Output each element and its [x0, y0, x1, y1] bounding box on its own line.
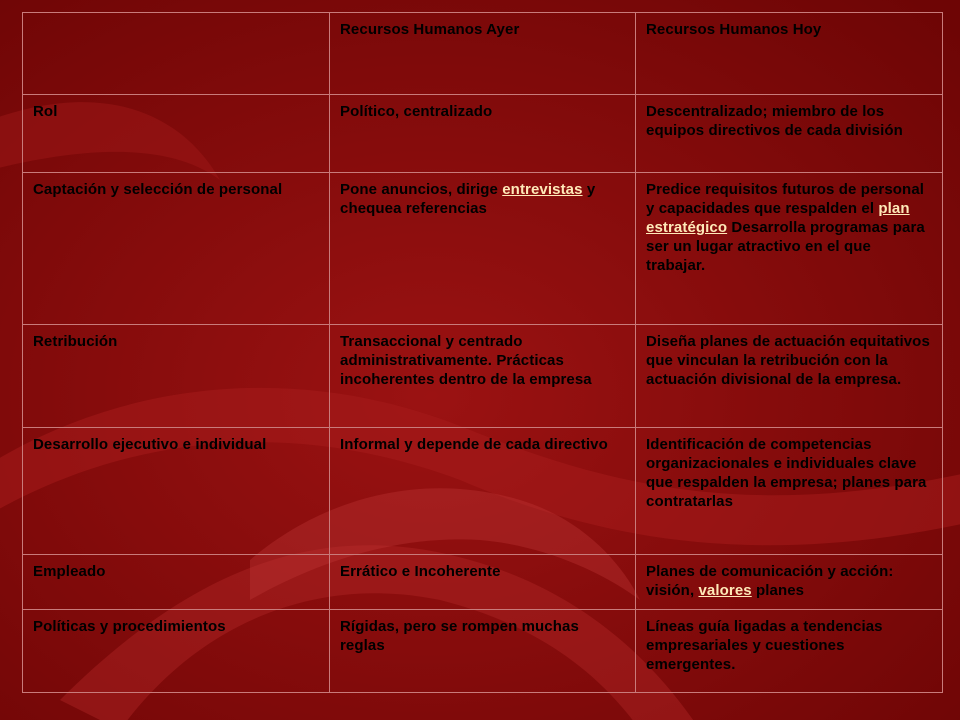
- row-label: Retribución: [23, 325, 330, 428]
- row-label: Políticas y procedimientos: [23, 610, 330, 693]
- cell-hoy: Descentralizado; miembro de los equipos directivos de cada división: [636, 95, 943, 173]
- header-cell-ayer: Recursos Humanos Ayer: [330, 13, 636, 95]
- cell-text: Pone anuncios, dirige: [340, 181, 503, 198]
- plan-estrategico-link[interactable]: plan estratégico: [646, 200, 910, 236]
- row-label: Captación y selección de personal: [23, 173, 330, 325]
- cell-ayer: [330, 173, 636, 325]
- cell-ayer: Errático e Incoherente: [330, 555, 636, 610]
- row-label: Desarrollo ejecutivo e individual: [23, 428, 330, 555]
- cell-ayer: Informal y depende de cada directivo: [330, 428, 636, 555]
- entrevistas-link[interactable]: entrevistas: [502, 181, 583, 198]
- table-row: [23, 428, 943, 555]
- cell-ayer: Político, centralizado: [330, 95, 636, 173]
- cell-hoy: Identificación de competencias organizacionales e individuales clave que respalden la empresa; planes para contratarlas: [636, 428, 943, 555]
- cell-text: y chequea referencias: [340, 181, 596, 217]
- cell-text: planes: [751, 582, 805, 599]
- table-row: [23, 95, 943, 173]
- cell-text: Predice requisitos futuros de personal y capacidades que respalden el: [646, 181, 925, 217]
- table-row: [23, 555, 943, 610]
- row-label: Empleado: [23, 555, 330, 610]
- comparison-table: [22, 12, 943, 693]
- table-row: [23, 610, 943, 693]
- cell-hoy: [636, 555, 943, 610]
- table-row: [23, 173, 943, 325]
- row-label: Rol: [23, 95, 330, 173]
- cell-hoy: Diseña planes de actuación equitativos que vinculan la retribución con la actuación divisional de la empresa.: [636, 325, 943, 428]
- cell-ayer: Rígidas, pero se rompen muchas reglas: [330, 610, 636, 693]
- valores-link[interactable]: valores: [698, 582, 752, 599]
- header-cell-empty: [23, 13, 330, 95]
- table-row: [23, 325, 943, 428]
- cell-hoy: Líneas guía ligadas a tendencias empresariales y cuestiones emergentes.: [636, 610, 943, 693]
- cell-ayer: Transaccional y centrado administrativamente. Prácticas incoherentes dentro de la empresa: [330, 325, 636, 428]
- cell-hoy: [636, 173, 943, 325]
- header-cell-hoy: Recursos Humanos Hoy: [636, 13, 943, 95]
- table-header-row: [23, 13, 943, 95]
- cell-text: Planes de comunicación y acción: visión,: [646, 563, 894, 599]
- cell-text: Desarrolla programas para ser un lugar atractivo en el que trabajar.: [646, 219, 925, 274]
